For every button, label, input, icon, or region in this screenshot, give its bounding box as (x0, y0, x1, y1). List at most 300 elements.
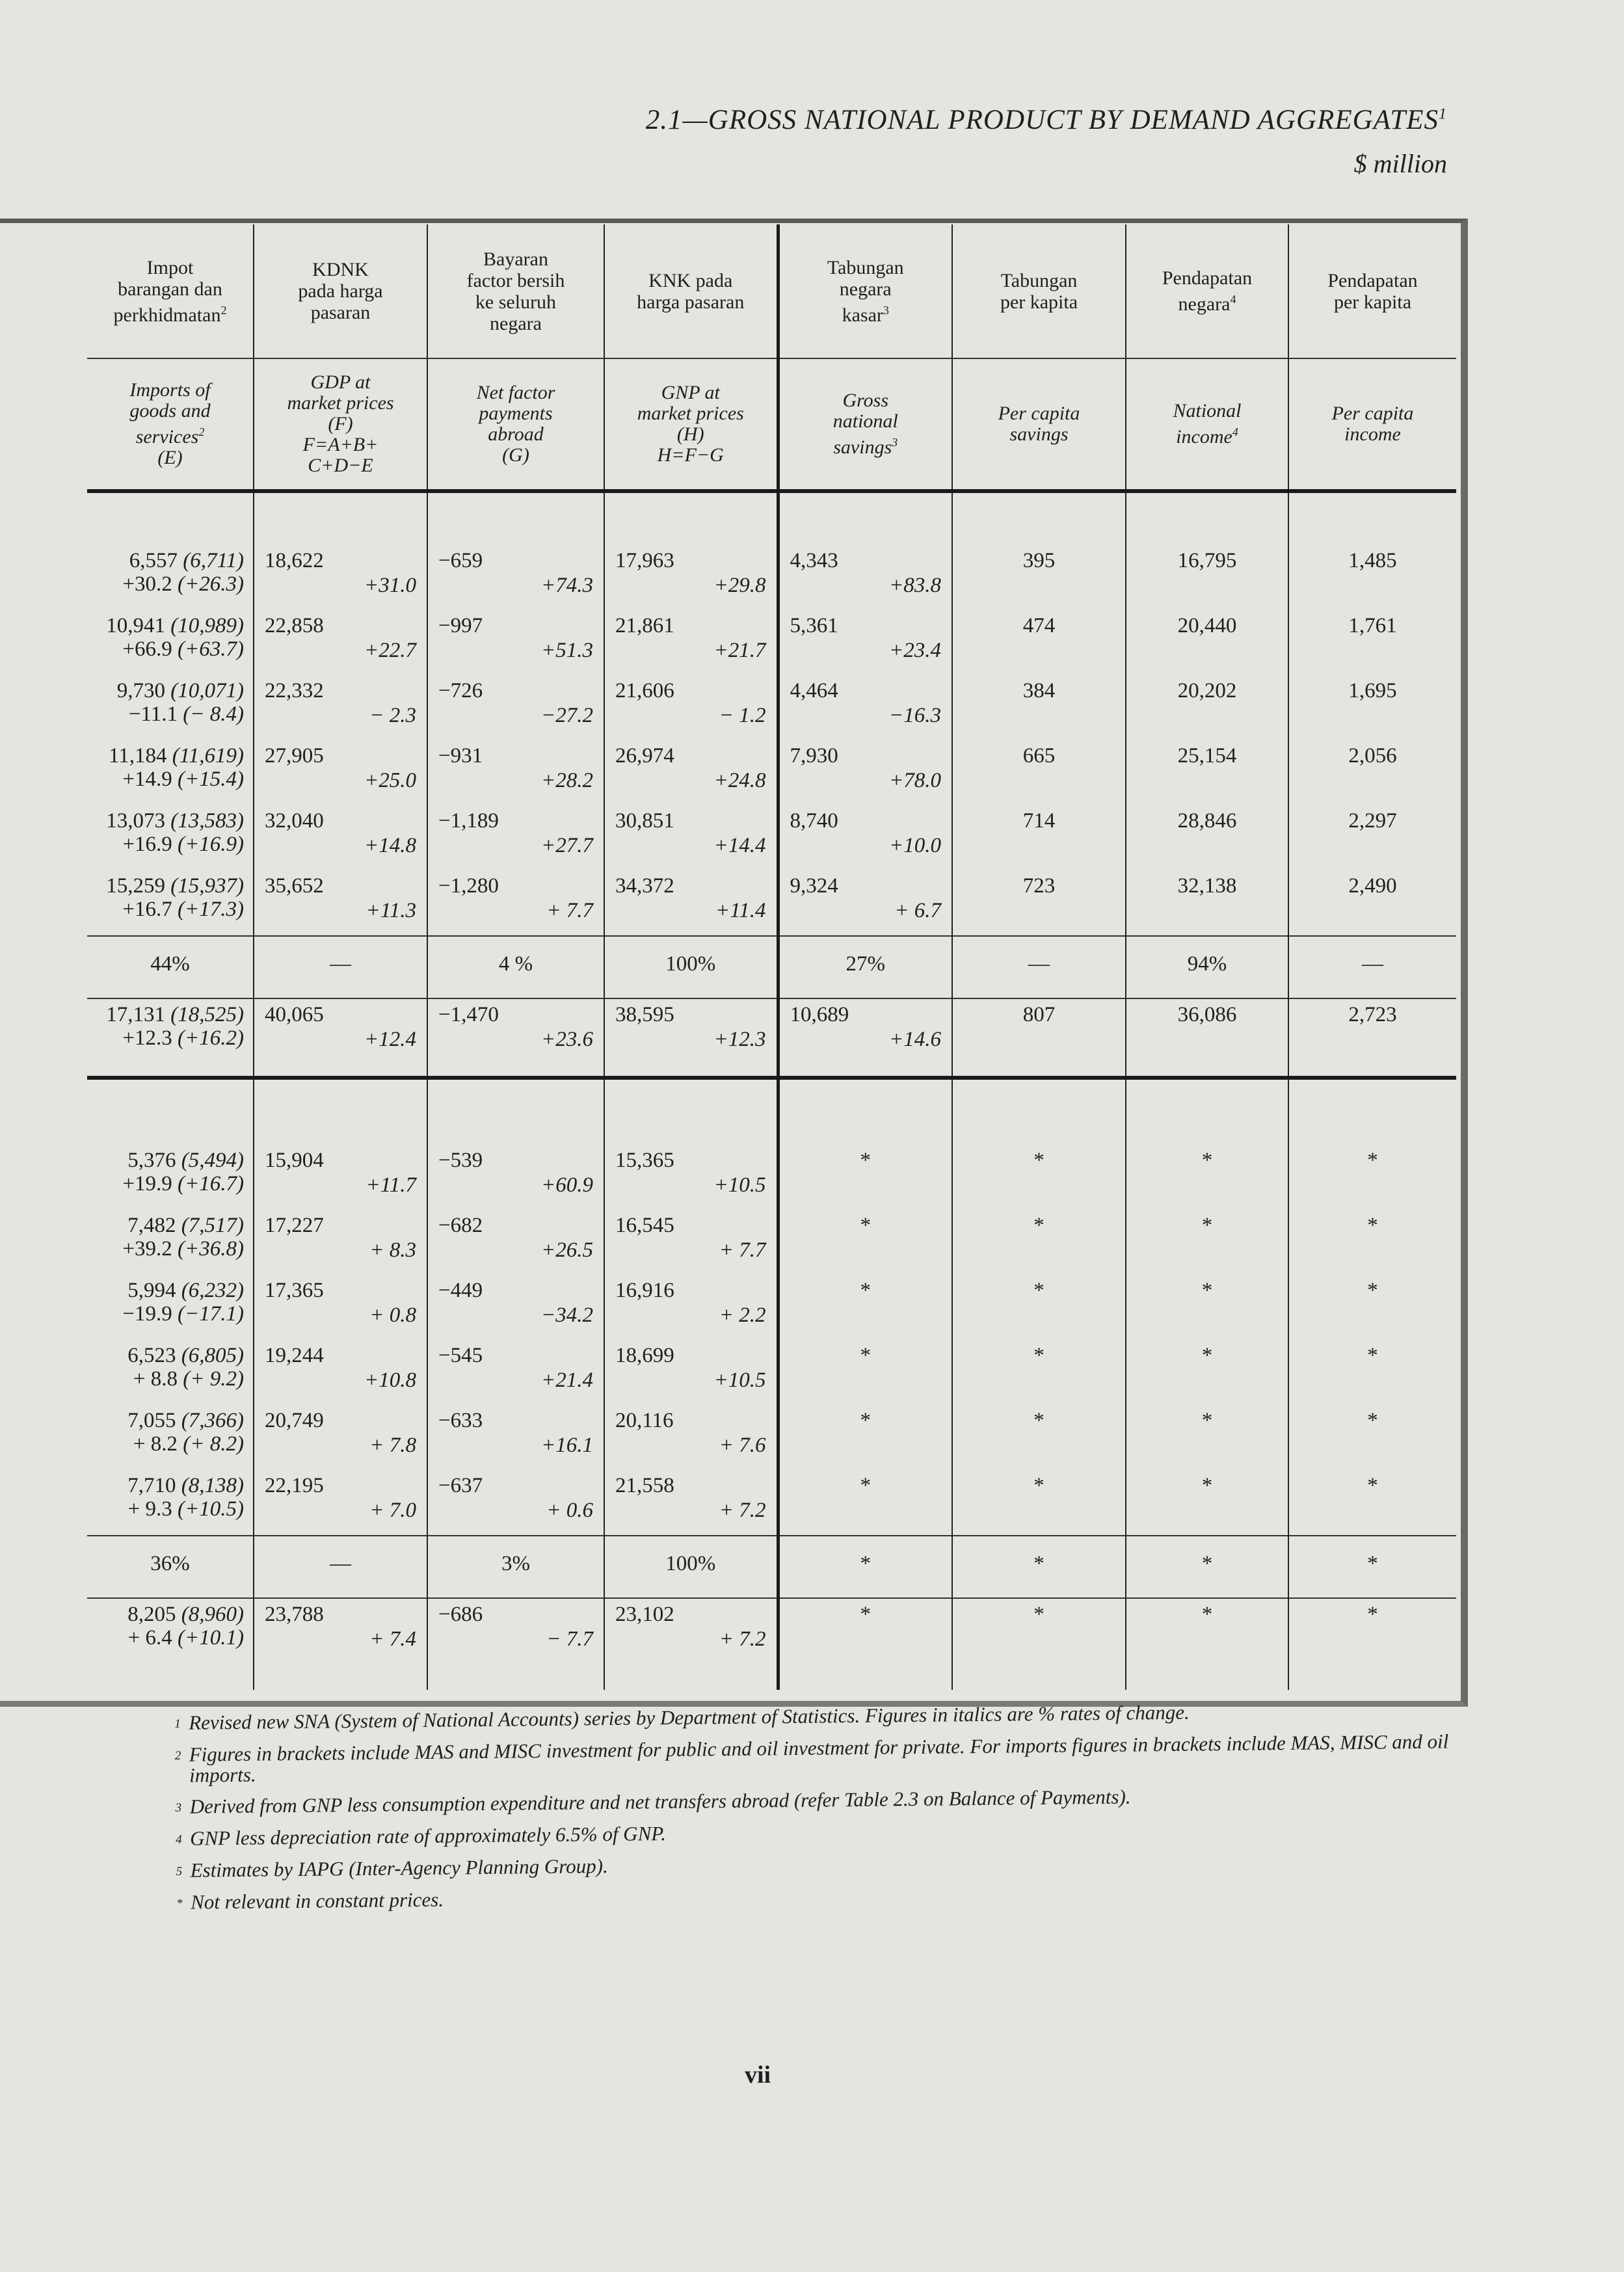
cell-national-income (1126, 1275, 1288, 1340)
cell-national-income (1126, 805, 1288, 870)
header-line: kasar (842, 304, 883, 326)
header-line: GDP at (310, 371, 371, 393)
not-relevant-mark: * (860, 1279, 871, 1302)
header-line: Net factor (476, 382, 555, 403)
value: 10,941 (106, 614, 166, 637)
not-relevant-mark: * (1201, 1603, 1213, 1626)
value: 26,974 (615, 744, 674, 768)
header-net-factor-payments (427, 224, 604, 358)
spacer-cell (1126, 1078, 1288, 1145)
cell-gross-savings (778, 1340, 952, 1405)
value: 7,710 (127, 1474, 176, 1497)
not-relevant-mark: * (1367, 1344, 1378, 1367)
value: 23,102 (615, 1603, 674, 1626)
value: 17,131 (106, 1003, 166, 1026)
rate-of-change: +10.5 (713, 1173, 766, 1197)
rate-of-change: +10.8 (364, 1369, 416, 1392)
header-line: savings (833, 436, 892, 458)
value: 807 (1022, 1003, 1056, 1026)
table-row (87, 1145, 1456, 1210)
not-relevant-mark: * (1201, 1474, 1213, 1497)
header-line: factor bersih (466, 269, 565, 291)
rate-of-change: +16.7 (122, 898, 172, 921)
value: 20,749 (265, 1409, 324, 1432)
header-line: GNP at (661, 382, 720, 403)
cell-gross-savings (778, 610, 952, 675)
value: 17,963 (615, 549, 674, 572)
value: 4,464 (790, 679, 838, 702)
footnote-text: Derived from GNP less consumption expenditure and net transfers abroad (refer Table 2.3 on Balance of Payments). (189, 1785, 1131, 1818)
cell-gdp (254, 936, 427, 998)
imports-values (127, 1409, 244, 1456)
rate-of-change: +10.0 (888, 834, 941, 857)
cell-per-capita-savings (952, 1145, 1126, 1210)
rate-of-change: + 7.7 (719, 1238, 766, 1262)
spacer-cell (254, 1078, 427, 1145)
value: 32,040 (265, 809, 324, 833)
spacer-cell (254, 491, 427, 545)
cell-net-factor-payments (427, 1275, 604, 1340)
cell-gnp (604, 1210, 778, 1275)
rate-of-change: +14.9 (122, 768, 172, 791)
cell-imports (87, 610, 254, 675)
gnp-table (87, 224, 1456, 1690)
value: 27% (845, 952, 885, 976)
cell-per-capita-income (1288, 870, 1456, 936)
value: 36% (150, 1552, 190, 1575)
rate-of-change: + 8.2 (133, 1432, 178, 1456)
value: 100% (665, 1552, 716, 1575)
value: 16,545 (615, 1214, 674, 1237)
rate-of-change: +11.7 (366, 1173, 416, 1197)
cell-national-income (1126, 675, 1288, 740)
cell-net-factor-payments (427, 805, 604, 870)
rate-of-change: +22.7 (364, 639, 416, 662)
header-gdp (254, 224, 427, 358)
rate-of-change-incl-mas-misc: (−17.1) (178, 1302, 244, 1326)
header-gross-savings (778, 224, 952, 358)
value: 8,205 (127, 1603, 176, 1626)
imports-values (122, 1279, 244, 1326)
cell-imports (87, 675, 254, 740)
not-relevant-mark: * (860, 1603, 871, 1626)
footnote-mark: 4 (1230, 293, 1236, 306)
value: −726 (438, 679, 483, 702)
cell-gross-savings (778, 1210, 952, 1275)
header-line: Per capita (998, 403, 1080, 424)
value: 20,440 (1177, 614, 1237, 637)
header-line: per kapita (1333, 291, 1412, 313)
spacer-cell (427, 1078, 604, 1145)
rate-of-change: +21.7 (713, 639, 766, 662)
cell-national-income (1126, 545, 1288, 610)
cell-per-capita-income (1288, 1340, 1456, 1405)
header-line: (F) (328, 413, 353, 434)
rate-of-change-incl-mas-misc: (+36.8) (178, 1237, 244, 1261)
cell-national-income (1126, 1405, 1288, 1470)
rate-of-change: +16.1 (540, 1434, 593, 1457)
header-line: C+D−E (308, 455, 373, 476)
header-line: F=A+B+ (302, 434, 379, 455)
header-line: Tabungan (827, 256, 904, 278)
cell-gross-savings (778, 1145, 952, 1210)
header-line: Per capita (1331, 403, 1414, 424)
imports-values (109, 744, 244, 791)
cell-per-capita-savings (952, 1275, 1126, 1340)
cell-imports (87, 1405, 254, 1470)
value-incl-mas-misc: (6,711) (183, 549, 244, 572)
cell-per-capita-income (1288, 1145, 1456, 1210)
cell-imports (87, 545, 254, 610)
cell-per-capita-income (1288, 1536, 1456, 1598)
value: −637 (438, 1474, 483, 1497)
not-relevant-mark: * (1367, 1474, 1378, 1497)
cell-per-capita-savings (952, 1405, 1126, 1470)
cell-national-income (1126, 936, 1288, 998)
rate-of-change: +12.3 (122, 1026, 172, 1050)
rate-of-change: +12.4 (364, 1028, 416, 1051)
rate-of-change-incl-mas-misc: (+ 9.2) (183, 1367, 244, 1391)
cell-net-factor-payments (427, 1470, 604, 1536)
value: 2,723 (1348, 1003, 1397, 1026)
cell-per-capita-savings (952, 1470, 1126, 1536)
footnote-text: GNP less depreciation rate of approximately 6.5% of GNP. (189, 1822, 667, 1850)
title-footnote-mark: 1 (1439, 105, 1447, 123)
rate-of-change: +26.5 (540, 1238, 593, 1262)
value: −659 (438, 549, 483, 572)
cell-net-factor-payments (427, 936, 604, 998)
rate-of-change: +14.6 (888, 1028, 941, 1051)
footnote-text: Revised new SNA (System of National Accounts) series by Department of Statistics. Figures in italics are % rates of change. (189, 1700, 1190, 1734)
rate-of-change: +83.8 (888, 574, 941, 597)
cell-gdp (254, 805, 427, 870)
imports-values (127, 1344, 244, 1391)
cell-imports (87, 1536, 254, 1598)
spacer-row (87, 491, 1456, 545)
cell-gnp (604, 545, 778, 610)
rate-of-change: + 7.2 (719, 1499, 766, 1522)
value-incl-mas-misc: (10,071) (170, 679, 244, 702)
rate-of-change-incl-mas-misc: (+10.1) (178, 1626, 244, 1650)
header-line: market prices (287, 392, 394, 414)
spacer-cell (1126, 491, 1288, 545)
cell-per-capita-income (1288, 805, 1456, 870)
header-line: savings (1009, 423, 1069, 445)
header-row-english (87, 358, 1456, 491)
not-relevant-mark: * (1033, 1344, 1045, 1367)
header-imports (87, 358, 254, 491)
not-relevant-mark: * (1201, 1279, 1213, 1302)
cell-gdp (254, 675, 427, 740)
cell-gnp (604, 1470, 778, 1536)
footnote-mark: 4 (176, 1832, 182, 1847)
cell-per-capita-income (1288, 545, 1456, 610)
cell-per-capita-income (1288, 675, 1456, 740)
cell-gdp (254, 545, 427, 610)
cell-net-factor-payments (427, 870, 604, 936)
header-national-income (1126, 358, 1288, 491)
cell-imports (87, 1470, 254, 1536)
cell-national-income (1126, 1536, 1288, 1598)
header-line: negara (839, 278, 892, 300)
value: 7,055 (127, 1409, 176, 1432)
value: 9,324 (790, 874, 838, 898)
header-line: abroad (488, 423, 544, 445)
cell-per-capita-savings (952, 740, 1126, 805)
header-line: Bayaran (483, 248, 548, 270)
imports-values (106, 614, 244, 661)
spacer-cell (952, 1078, 1126, 1145)
not-relevant-mark: * (1201, 1409, 1213, 1432)
value: 4,343 (790, 549, 838, 572)
cell-imports (87, 740, 254, 805)
table-row (87, 740, 1456, 805)
spacer-cell (604, 1078, 778, 1145)
header-line: KNK pada (648, 269, 733, 291)
not-relevant-mark: * (1033, 1279, 1045, 1302)
cell-gdp (254, 1145, 427, 1210)
rate-of-change: + 7.0 (369, 1499, 416, 1522)
rate-of-change: +21.4 (540, 1369, 593, 1392)
cell-net-factor-payments (427, 675, 604, 740)
table-row (87, 1470, 1456, 1536)
spacer-row (87, 1078, 1456, 1145)
not-relevant-mark: * (1201, 1344, 1213, 1367)
header-line: Gross (842, 390, 889, 411)
rate-of-change-incl-mas-misc: (+63.7) (178, 637, 244, 661)
header-per-capita-income (1288, 224, 1456, 358)
rate-of-change-incl-mas-misc: (+15.4) (178, 768, 244, 791)
value: 23,788 (265, 1603, 324, 1626)
spacer-cell (87, 491, 254, 545)
value: 100% (665, 952, 716, 976)
footnotes (174, 1694, 1477, 1919)
header-line: services (135, 426, 199, 448)
rate-of-change-incl-mas-misc: (+16.9) (178, 833, 244, 856)
imports-values (127, 1603, 244, 1650)
cell-net-factor-payments (427, 1536, 604, 1598)
cell-gdp (254, 740, 427, 805)
footnote-text: Not relevant in constant prices. (190, 1888, 444, 1914)
cell-imports (87, 805, 254, 870)
cell-per-capita-income (1288, 998, 1456, 1078)
cell-gnp (604, 1405, 778, 1470)
cell-per-capita-income (1288, 610, 1456, 675)
value: 2,297 (1348, 809, 1397, 833)
value: 94% (1187, 952, 1227, 976)
not-relevant-mark: * (1367, 1603, 1378, 1626)
not-relevant-mark: * (1201, 1214, 1213, 1237)
not-relevant-mark: * (1367, 1214, 1378, 1237)
not-relevant-mark: * (860, 1474, 871, 1497)
cell-national-income (1126, 1210, 1288, 1275)
rate-of-change-incl-mas-misc: (− 8.4) (183, 702, 244, 726)
value: 21,606 (615, 679, 674, 702)
footnote-mark: 1 (174, 1717, 181, 1731)
table-row (87, 675, 1456, 740)
value-incl-mas-misc: (5,494) (181, 1149, 244, 1172)
value: −686 (438, 1603, 483, 1626)
value: 16,916 (615, 1279, 674, 1302)
rate-of-change: +51.3 (540, 639, 593, 662)
cell-gdp (254, 1405, 427, 1470)
rate-of-change: + 7.6 (719, 1434, 766, 1457)
table-row (87, 1275, 1456, 1340)
footnote-mark: 4 (1232, 425, 1238, 438)
value-incl-mas-misc: (8,138) (181, 1474, 244, 1497)
cell-per-capita-income (1288, 1210, 1456, 1275)
rate-of-change: +16.9 (122, 833, 172, 856)
cell-gross-savings (778, 805, 952, 870)
value: −633 (438, 1409, 483, 1432)
not-relevant-mark: * (1033, 1149, 1045, 1172)
cell-gnp (604, 1598, 778, 1690)
cell-gross-savings (778, 1470, 952, 1536)
value: 714 (1022, 809, 1056, 833)
value: −931 (438, 744, 483, 768)
not-relevant-mark: * (1201, 1552, 1213, 1575)
value: 11,184 (108, 744, 167, 768)
spacer-cell (1288, 491, 1456, 545)
rate-of-change: +29.8 (713, 574, 766, 597)
rate-of-change: +28.2 (540, 769, 593, 792)
value-incl-mas-misc: (6,232) (181, 1279, 244, 1302)
rate-of-change: + 7.2 (719, 1627, 766, 1651)
rate-of-change: +74.3 (540, 574, 593, 597)
header-line: per kapita (1000, 291, 1078, 313)
header-line: Impot (146, 256, 194, 278)
value: — (330, 1552, 351, 1575)
value: 1,695 (1348, 679, 1397, 702)
value: 4 % (498, 952, 533, 976)
cell-gnp (604, 805, 778, 870)
not-relevant-mark: * (1367, 1552, 1378, 1575)
value: 18,622 (265, 549, 324, 572)
cell-gnp (604, 740, 778, 805)
header-line: barangan dan (118, 278, 222, 300)
header-line: (G) (502, 444, 529, 466)
value-incl-mas-misc: (6,805) (181, 1344, 244, 1367)
not-relevant-mark: * (860, 1214, 871, 1237)
value: 17,365 (265, 1279, 324, 1302)
value: 13,073 (106, 809, 166, 833)
value: 17,227 (265, 1214, 324, 1237)
rate-of-change: +30.2 (122, 572, 172, 596)
value-incl-mas-misc: (10,989) (170, 614, 244, 637)
unit-label: $ million (1353, 149, 1447, 178)
cell-gnp (604, 936, 778, 998)
spacer-cell (952, 491, 1126, 545)
value: 30,851 (615, 809, 674, 833)
value: −545 (438, 1344, 483, 1367)
rate-of-change: + 2.2 (719, 1303, 766, 1327)
cell-gross-savings (778, 1536, 952, 1598)
footnote-mark: 3 (883, 303, 889, 317)
rate-of-change: + 9.3 (127, 1497, 172, 1521)
cell-per-capita-savings (952, 1536, 1126, 1598)
footnote-mark: 2 (220, 303, 227, 317)
rate-of-change: + 7.4 (369, 1627, 416, 1651)
value: 21,558 (615, 1474, 674, 1497)
cell-per-capita-savings (952, 870, 1126, 936)
rate-of-change: + 8.8 (133, 1367, 178, 1391)
header-national-income (1126, 224, 1288, 358)
header-line: (H) (676, 423, 704, 445)
value: 10,689 (790, 1003, 849, 1026)
cell-net-factor-payments (427, 740, 604, 805)
value-incl-mas-misc: (18,525) (170, 1003, 244, 1026)
value-incl-mas-misc: (15,937) (170, 874, 244, 898)
cell-imports (87, 1275, 254, 1340)
value: −1,189 (438, 809, 499, 833)
not-relevant-mark: * (1033, 1474, 1045, 1497)
rate-of-change-incl-mas-misc: (+ 8.2) (183, 1432, 244, 1456)
header-line: negara (490, 312, 542, 334)
value: 5,361 (790, 614, 838, 637)
rate-of-change-incl-mas-misc: (+26.3) (178, 572, 244, 596)
value: 2,490 (1348, 874, 1397, 898)
not-relevant-mark: * (1033, 1552, 1045, 1575)
header-line: goods and (129, 400, 211, 421)
estimate-row (87, 1598, 1456, 1690)
cell-gross-savings (778, 675, 952, 740)
cell-net-factor-payments (427, 998, 604, 1078)
value: 474 (1022, 614, 1056, 637)
value: 20,116 (615, 1409, 674, 1432)
cell-gdp (254, 1210, 427, 1275)
title-text: 2.1—GROSS NATIONAL PRODUCT BY DEMAND AGGREGATES (645, 105, 1439, 135)
imports-values (127, 1474, 244, 1521)
rate-of-change: +14.4 (713, 834, 766, 857)
header-line: perkhidmatan (113, 304, 221, 326)
header-gdp (254, 358, 427, 491)
value: 38,595 (615, 1003, 674, 1026)
rate-of-change: +23.4 (888, 639, 941, 662)
cell-net-factor-payments (427, 1598, 604, 1690)
header-line: National (1173, 400, 1242, 421)
footnote-text: Figures in brackets include MAS and MISC investment for public and oil investment for private. For imports figures in brackets include MAS, MISC and oil imports. (189, 1730, 1449, 1787)
value: 34,372 (615, 874, 674, 898)
header-line: KDNK (312, 259, 369, 280)
cell-net-factor-payments (427, 545, 604, 610)
value: −682 (438, 1214, 483, 1237)
value: 6,557 (129, 549, 178, 572)
rate-of-change: + 6.7 (894, 899, 941, 922)
table-row (87, 610, 1456, 675)
cell-gdp (254, 1598, 427, 1690)
cell-per-capita-savings (952, 545, 1126, 610)
rate-of-change: +12.3 (713, 1028, 766, 1051)
value: 3% (501, 1552, 530, 1575)
estimate-row (87, 998, 1456, 1078)
value: 723 (1022, 874, 1056, 898)
cell-national-income (1126, 1470, 1288, 1536)
cell-gdp (254, 1470, 427, 1536)
value: 5,994 (127, 1279, 176, 1302)
rate-of-change: +24.8 (713, 769, 766, 792)
cell-national-income (1126, 870, 1288, 936)
cell-gross-savings (778, 936, 952, 998)
not-relevant-mark: * (1367, 1409, 1378, 1432)
not-relevant-mark: * (1367, 1149, 1378, 1172)
value: 7,930 (790, 744, 838, 768)
footnote-mark: * (176, 1896, 183, 1910)
value: 22,332 (265, 679, 324, 702)
not-relevant-mark: * (860, 1149, 871, 1172)
value: — (1028, 952, 1050, 976)
cell-per-capita-savings (952, 805, 1126, 870)
value: 665 (1022, 744, 1056, 768)
